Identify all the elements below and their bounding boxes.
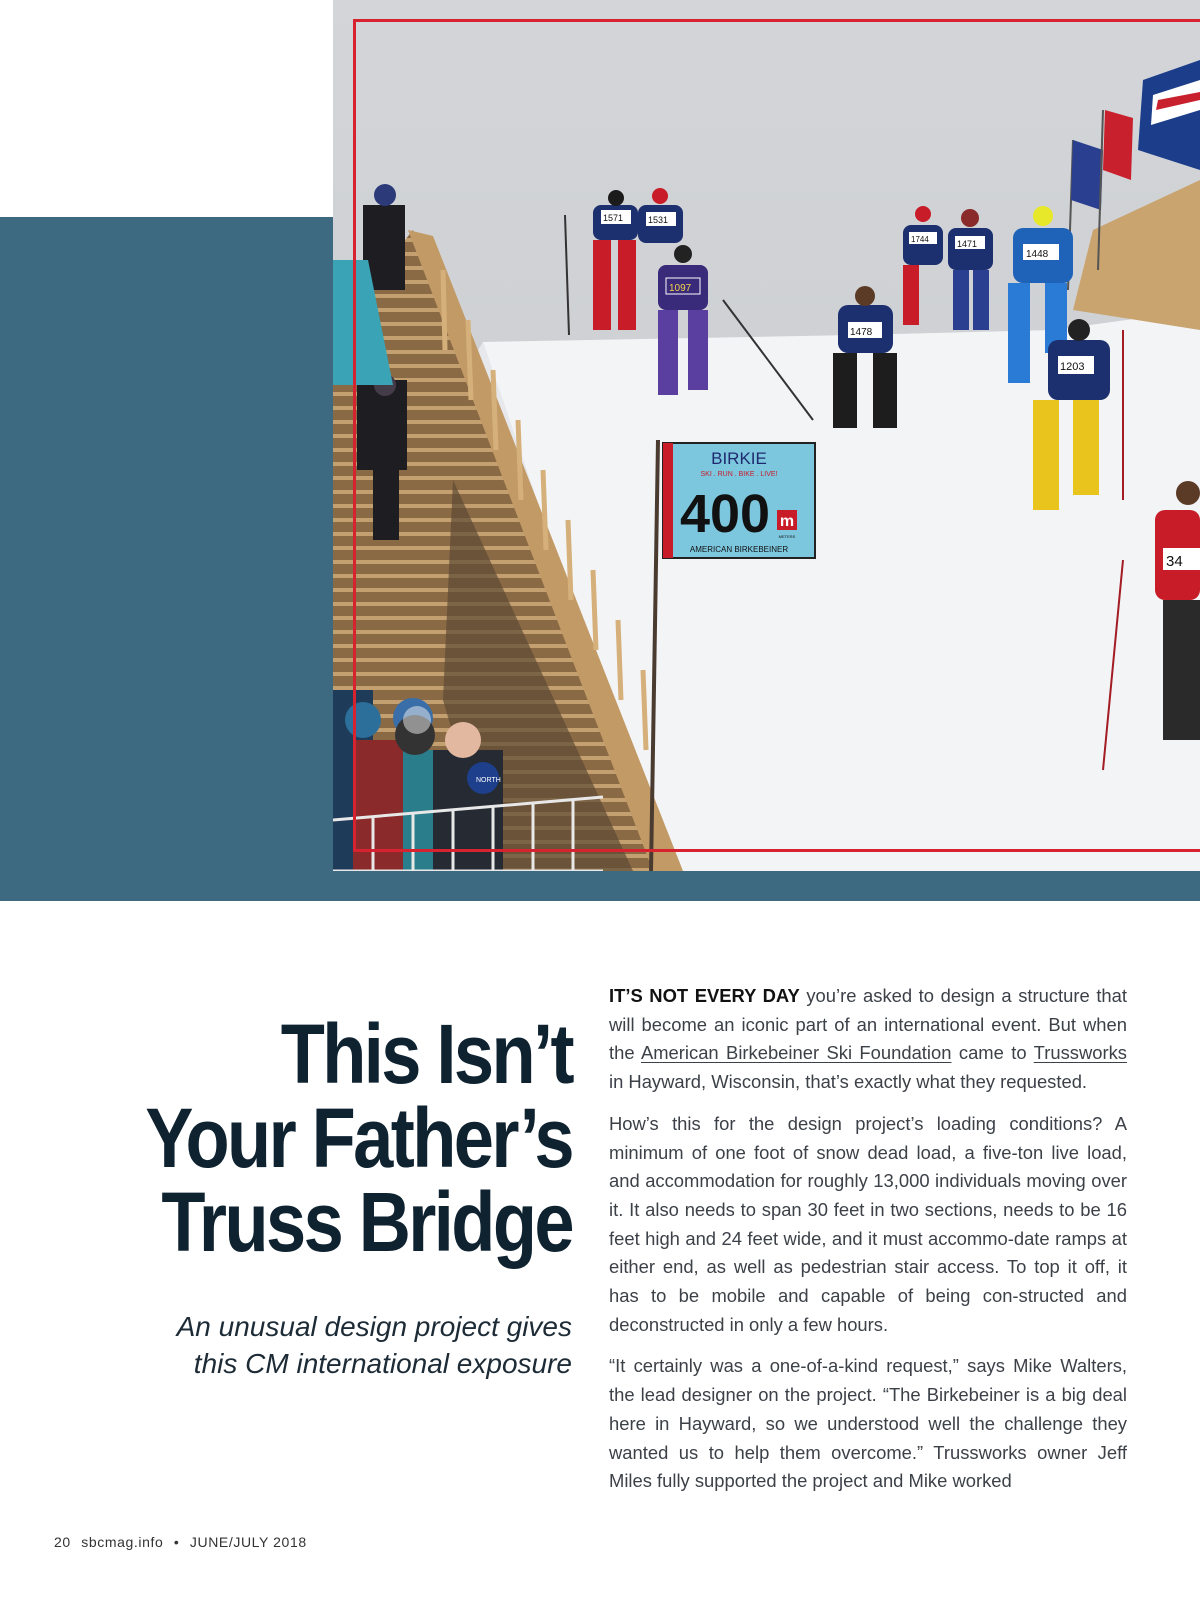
issue-date: JUNE/JULY 2018: [189, 1534, 307, 1550]
text: you’re asked to design a structure that will become an iconic part of an international event. But when the: [609, 985, 1127, 1064]
subheadline-line: this CM international exposure: [193, 1348, 572, 1379]
bib-number: 1203: [1060, 361, 1085, 373]
sign-org: AMERICAN BIRKEBEINER: [689, 545, 789, 554]
folio-bullet: •: [173, 1534, 180, 1550]
headline-line: Truss Bridge: [161, 1175, 572, 1269]
bib-number: 1744: [911, 235, 929, 244]
text: in Hayward, Wisconsin, that’s exactly what they requested.: [609, 1071, 1088, 1093]
sign-distance: 400: [679, 484, 771, 544]
bib-number: 1531: [648, 215, 669, 225]
bib-number: 1471: [957, 239, 978, 249]
article-headline: [90, 1007, 572, 1269]
article-body: [609, 982, 1127, 1509]
ski-race-illustration: [333, 0, 1200, 871]
site-name: sbcmag.info: [81, 1534, 164, 1550]
article-subheadline: [52, 1308, 572, 1382]
page-folio: [54, 1534, 313, 1550]
page-number: 20: [54, 1534, 71, 1550]
bib-number: 1448: [1026, 249, 1049, 260]
headline-line: This Isn’t: [280, 1007, 572, 1101]
paragraph-1: [609, 982, 1127, 1097]
link-trussworks[interactable]: Trussworks: [1033, 1042, 1127, 1064]
bib-number: 1478: [850, 327, 873, 338]
sign-unit-small: METERS: [778, 534, 796, 539]
paragraph-2: How’s this for the design project’s loading conditions? A minimum of one foot of snow dead load, a five-ton live load, and accommodation for roughly 13,000 individuals moving over it. It also needs to span 30 feet in two sections, needs to be 16 feet high and 24 feet wide, and it must accommo-date ramps at either end, as well as pedestrian stair access. To top it off, it has to be mobile and capable of being con-structed and deconstructed in only a few hours.: [609, 1112, 1127, 1335]
distance-sign: [663, 443, 815, 558]
text: came to: [951, 1042, 1034, 1064]
hat-text: NORTH: [476, 777, 501, 784]
sign-brand: BIRKIE: [711, 449, 767, 468]
feature-photo: [333, 0, 1200, 871]
headline-line: Your Father’s: [145, 1091, 572, 1185]
sign-tagline: SKI . RUN . BIKE . LIVE!: [700, 471, 778, 478]
subheadline-line: An unusual design project gives: [176, 1311, 572, 1342]
bib-number: 34: [1166, 553, 1183, 570]
link-birkebeiner-foundation[interactable]: American Birkebeiner Ski Foundation: [640, 1042, 952, 1064]
lead-in: IT’S NOT EVERY DAY: [609, 985, 800, 1006]
sign-unit: m: [779, 513, 795, 530]
bib-number: 1571: [603, 213, 624, 223]
paragraph-3: “It certainly was a one-of-a-kind request,” says Mike Walters, the lead designer on the project. “The Birkebeiner is a big deal here in Hayward, so we understood well the challenge they wanted us to help them overcome.” Trussworks owner Jeff Miles fully supported the project and Mike worked: [609, 1355, 1127, 1492]
bib-number: 1097: [669, 283, 692, 294]
